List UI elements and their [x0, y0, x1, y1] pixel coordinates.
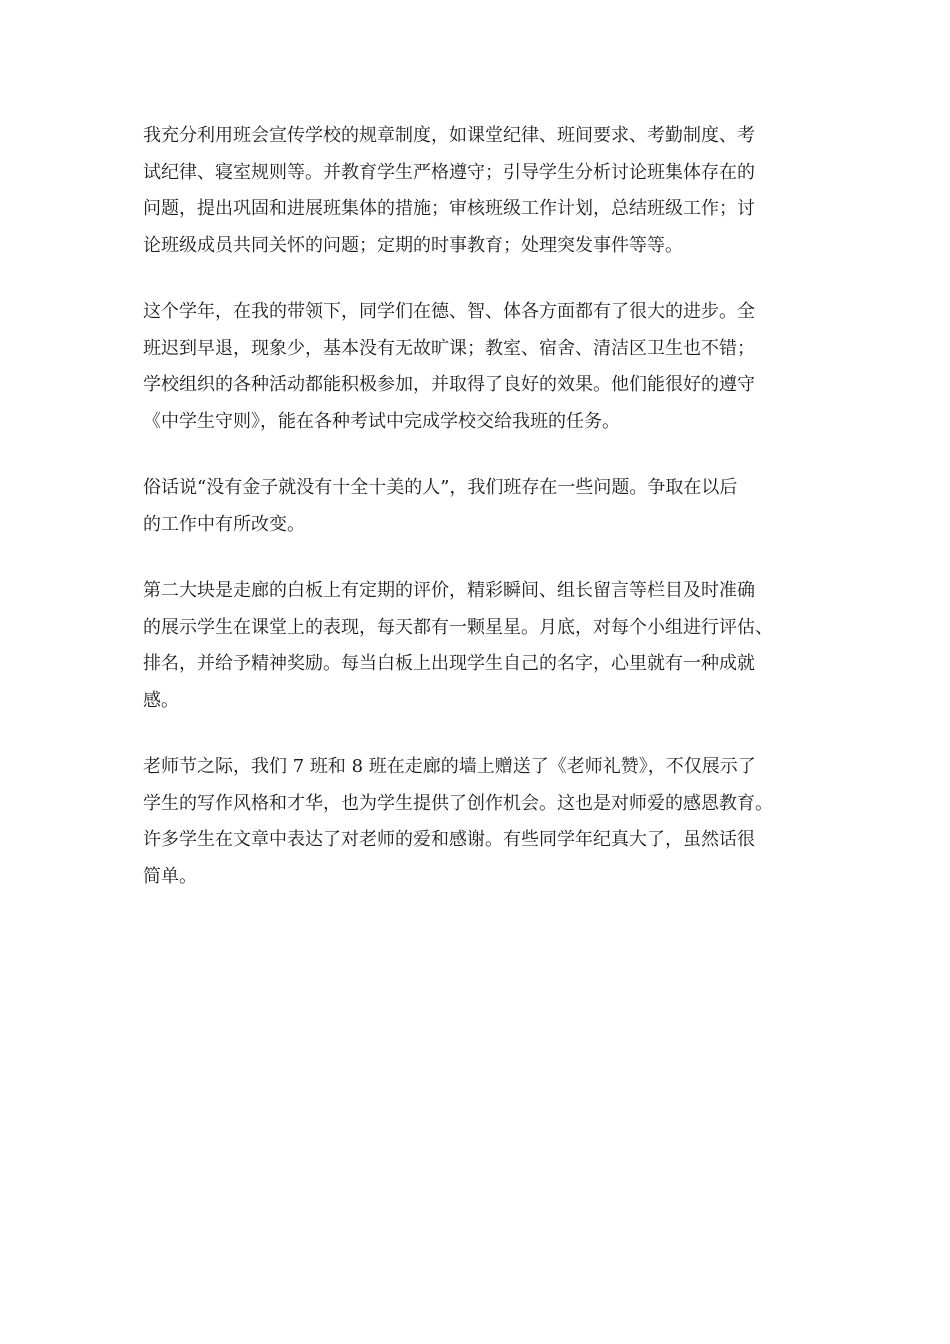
text-line: 问题，提出巩固和进展班集体的措施；审核班级工作计划，总结班级工作；讨 [143, 198, 755, 219]
paragraph-problems [143, 470, 815, 543]
paragraph-school-year-progress [143, 294, 815, 440]
text-line: 许多学生在文章中表达了对老师的爱和感谢。有些同学年纪真大了，虽然话很 [143, 829, 755, 850]
text-line: 这个学年，在我的带领下，同学们在德、智、体各方面都有了很大的进步。全 [143, 301, 755, 322]
text-line: 的工作中有所改变。 [143, 513, 305, 535]
text-line: 学生的写作风格和才华，也为学生提供了创作机会。这也是对师爱的感恩教育。 [143, 792, 773, 814]
text-line: 试纪律、寝室规则等。并教育学生严格遵守；引导学生分析讨论班集体存在的 [143, 161, 755, 183]
text-line: 感。 [143, 689, 179, 711]
text-line: 排名，并给予精神奖励。每当白板上出现学生自己的名字，心里就有一种成就 [143, 653, 755, 674]
paragraph-teachers-day [143, 749, 815, 895]
paragraph-whiteboard [143, 573, 815, 719]
text-line: 老师节之际，我们 7 班和 8 班在走廊的墙上赠送了《老师礼赞》，不仅展示了 [143, 756, 756, 777]
text-line: 我充分利用班会宣传学校的规章制度，如课堂纪律、班间要求、考勤制度、考 [143, 125, 755, 146]
text-line: 简单。 [143, 865, 197, 887]
text-line: 的展示学生在课堂上的表现，每天都有一颗星星。月底，对每个小组进行评估、 [143, 616, 773, 638]
text-line: 学校组织的各种活动都能积极参加，并取得了良好的效果。他们能很好的遵守 [143, 374, 755, 395]
text-line: 班迟到早退，现象少，基本没有无故旷课；教室、宿舍、清洁区卫生也不错； [143, 337, 755, 359]
document-body [143, 118, 815, 925]
text-line: 第二大块是走廊的白板上有定期的评价，精彩瞬间、组长留言等栏目及时准确 [143, 580, 755, 601]
paragraph-class-meeting [143, 118, 815, 264]
text-line: 《中学生守则》，能在各种考试中完成学校交给我班的任务。 [143, 410, 620, 432]
text-line: 论班级成员共同关怀的问题；定期的时事教育；处理突发事件等等。 [143, 234, 683, 256]
text-line: 俗话说“没有金子就没有十全十美的人”，我们班存在一些问题。争取在以后 [143, 477, 738, 498]
